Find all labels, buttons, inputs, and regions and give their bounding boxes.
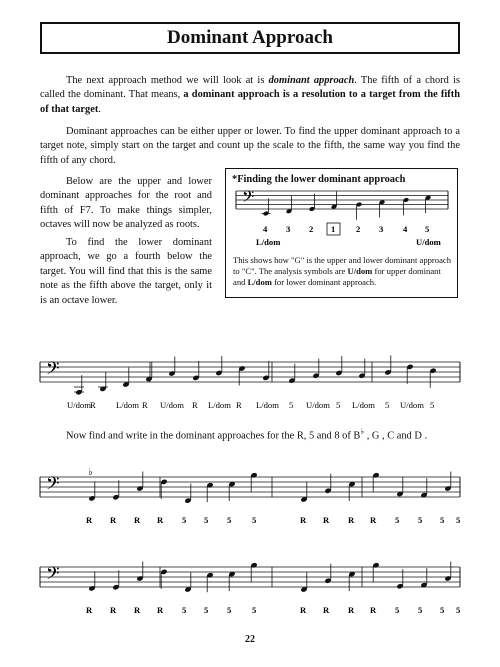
analysis-label: R (348, 515, 355, 525)
staff-exercise-1 (0, 455, 500, 535)
analysis-label: R (236, 400, 242, 410)
interval-number: 1 (331, 224, 336, 234)
analysis-label: 5 (336, 400, 341, 410)
instruction-g: , G (364, 430, 380, 442)
flat-symbol: ♭ (360, 427, 365, 436)
staff-f7-example (0, 340, 500, 410)
analysis-label: 5 (418, 515, 423, 525)
bass-clef-icon: 𝄢 (242, 187, 255, 210)
upper-dominant-label: U/dom (416, 237, 441, 247)
analysis-label: 5 (440, 605, 445, 615)
flat-icon: ♭ (88, 467, 93, 478)
analysis-label: R (192, 400, 198, 410)
analysis-label: R (370, 605, 377, 615)
analysis-label: R (110, 605, 117, 615)
analysis-label: R (348, 605, 355, 615)
page-title: Dominant Approach (40, 22, 460, 54)
upper-lower-paragraph (40, 125, 460, 168)
bass-clef-icon: 𝄢 (46, 358, 60, 383)
analysis-label: 5 (440, 515, 445, 525)
analysis-label: U/dom (306, 400, 330, 410)
analysis-label: L/dom (352, 400, 375, 410)
analysis-label: 5 (430, 400, 435, 410)
interval-number: 3 (379, 224, 384, 234)
interval-number: 2 (356, 224, 361, 234)
analysis-label: R (157, 605, 164, 615)
analysis-label: R (142, 400, 148, 410)
intro-text: The next approach method we will look at is (66, 75, 269, 86)
interval-number: 5 (425, 224, 430, 234)
intro-paragraph (40, 74, 460, 117)
definition-bold: a dominant approach is a resolution to a target from the fifth of that target (40, 89, 460, 115)
interval-number: 2 (309, 224, 314, 234)
infobox-note (233, 255, 455, 288)
instruction-text: Now find and write in the dominant approaches for the R, 5 and 8 of B (66, 430, 361, 442)
analysis-label: 5 (204, 605, 209, 615)
analysis-label: R (134, 605, 141, 615)
page-number: 22 (245, 634, 255, 645)
staff-exercise-2 (0, 545, 500, 625)
interval-number: 4 (403, 224, 408, 234)
analysis-label: L/dom (208, 400, 231, 410)
analysis-label: R (86, 605, 93, 615)
lower-dominant-label: L/dom (256, 237, 281, 247)
f7-text: Below are the upper and lower dominant approaches for the root and fifth of F7. To make things simpler, octaves will now be analyzed as roots. (40, 176, 212, 231)
analysis-label: R (134, 515, 141, 525)
analysis-label: 5 (182, 515, 187, 525)
note-udom: U/dom (347, 266, 373, 276)
analysis-label: 5 (418, 605, 423, 615)
upper-lower-text: Dominant approaches can be either upper or lower. To find the upper dominant approach to a target note, simply start on the target and count up the scale to the fifth, the same way you find the fifth of any chord. (40, 126, 460, 166)
instruction-line (40, 425, 470, 444)
lower-dominant-text: To find the lower dominant approach, we go a fourth below the target. You will find that this is the same note as the fifth above the target, only it is an octave lower. (40, 237, 212, 306)
bass-clef-icon: 𝄢 (46, 563, 60, 588)
analysis-label: U/dom (67, 400, 91, 410)
interval-number: 4 (263, 224, 268, 234)
note-text-b: for upper dominant and (233, 266, 441, 287)
analysis-label: 5 (252, 515, 257, 525)
analysis-label: 5 (385, 400, 390, 410)
infobox-staff (226, 169, 459, 259)
analysis-label: 5 (289, 400, 294, 410)
analysis-label: L/dom (256, 400, 279, 410)
analysis-label: R (157, 515, 164, 525)
term-dominant-approach: dominant approach (268, 75, 355, 86)
analysis-label: 5 (204, 515, 209, 525)
analysis-label: U/dom (160, 400, 184, 410)
analysis-label: R (323, 605, 330, 615)
analysis-label: 5 (227, 515, 232, 525)
intro-text-2: . The fifth of a chord is called the dominant. That means, (40, 75, 460, 101)
analysis-label: R (323, 515, 330, 525)
analysis-label: 5 (395, 605, 400, 615)
lower-dominant-paragraph (40, 236, 212, 308)
analysis-label: L/dom (116, 400, 139, 410)
note-text-c: for lower dominant approach. (271, 277, 377, 287)
analysis-label: 5 (456, 605, 461, 615)
analysis-label: R (370, 515, 377, 525)
bass-clef-icon: 𝄢 (46, 473, 60, 498)
analysis-label: R (110, 515, 117, 525)
analysis-label: R (86, 515, 93, 525)
analysis-label: 5 (252, 605, 257, 615)
infobox-title: *Finding the lower dominant approach (232, 174, 406, 185)
instruction-cd: , C and D . (379, 430, 428, 442)
analysis-label: R (90, 400, 96, 410)
analysis-label: 5 (182, 605, 187, 615)
note-text-a: This shows how "G" is the upper and lower dominant approach to "C". The analysis symbols are (233, 255, 451, 276)
lower-dominant-infobox (225, 168, 458, 298)
analysis-label: R (300, 605, 307, 615)
analysis-label: 5 (395, 515, 400, 525)
analysis-label: 5 (227, 605, 232, 615)
analysis-label: R (300, 515, 307, 525)
note-ldom: L/dom (247, 277, 272, 287)
analysis-label: U/dom (400, 400, 424, 410)
interval-number: 3 (286, 224, 291, 234)
intro-end: . (98, 103, 101, 115)
f7-paragraph (40, 175, 212, 233)
analysis-label: 5 (456, 515, 461, 525)
